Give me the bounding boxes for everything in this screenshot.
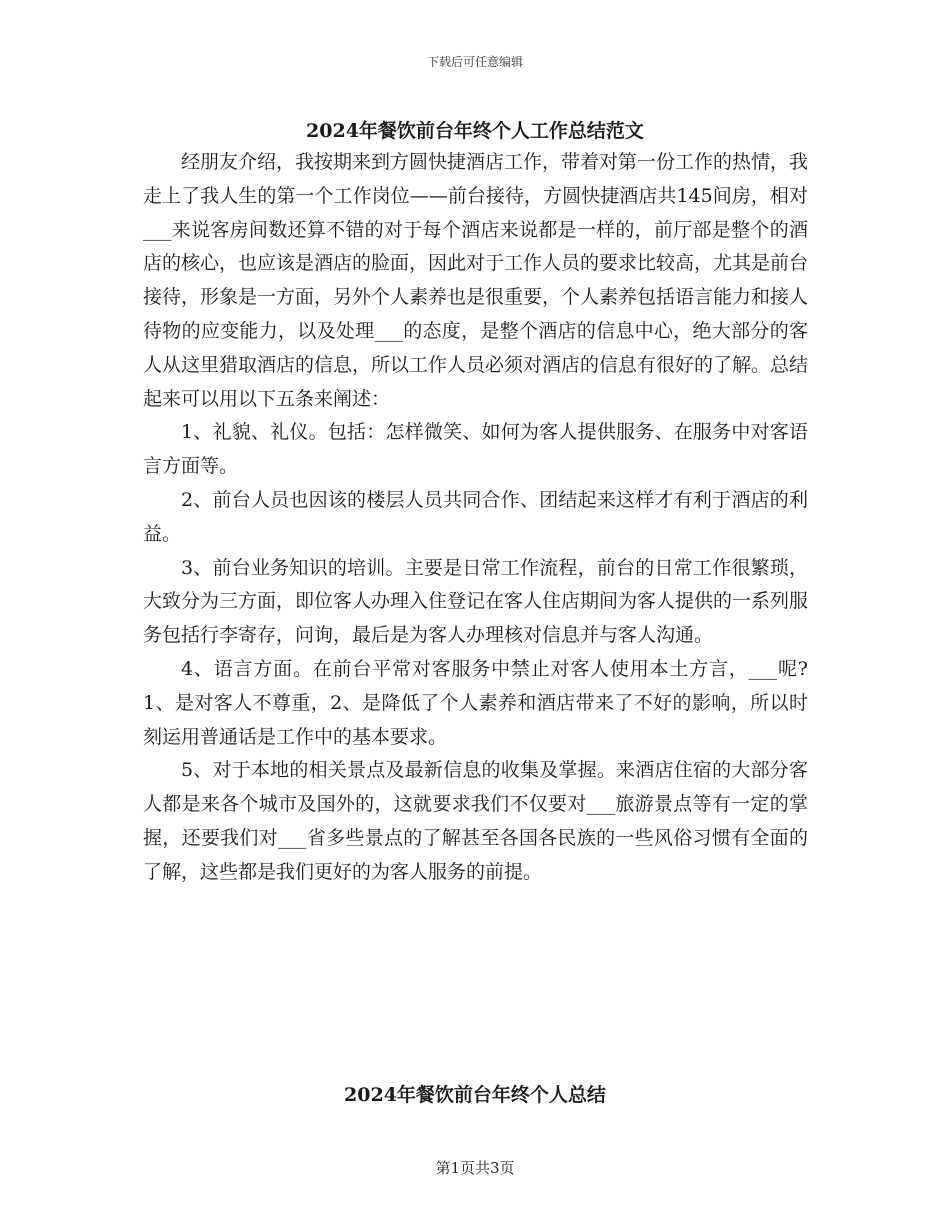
paragraph-item-5: 5、对于本地的相关景点及最新信息的收集及掌握。来酒店住宿的大部分客人都是来各个城市及国外的，这就要求我们不仅要对___旅游景点等有一定的掌握，还要我们对___省多些景点的了解甚至各国各民族的一些风俗习惯有全面的了解，这些都是我们更好的为客人服务的前提。 <box>143 759 808 883</box>
header-note: 下载后可任意编辑 <box>426 55 523 69</box>
paragraph-intro: 经朋友介绍，我按期来到方圆快捷酒店工作，带着对第一份工作的热情，我走上了我人生的第一个工作岗位——前台接待，方圆快捷酒店共145间房，相对___来说客房间数还算不错的对于每个酒店来说都是一样的，前厅部是整个的酒店的核心，也应该是酒店的脸面，因此对于工作人员的要求比较高，尤其是前台接待，形象是一方面，另外个人素养也是很重要，个人素养包括语言能力和接人待物的应变能力，以及处理___的态度，是整个酒店的信息中心，绝大部分的客人从这里猎取酒店的信息，所以工作人员必须对酒店的信息有很好的了解。总结起来可以用以下五条来阐述： <box>143 151 809 410</box>
document-body <box>143 146 808 890</box>
paragraph-item-4: 4、语言方面。在前台平常对客服务中禁止对客人使用本土方言，___呢?1、是对客人不尊重，2、是降低了个人素养和酒店带来了不好的影响，所以时刻运用普通话是工作中的基本要求。 <box>143 657 808 748</box>
paragraph-item-3: 3、前台业务知识的培训。主要是日常工作流程，前台的日常工作很繁琐，大致分为三方面，即位客人办理入住登记在客人住店期间为客人提供的一系列服务包括行李寄存，问询，最后是为客人办理核对信息并与客人沟通。 <box>143 556 809 647</box>
paragraph-item-1: 1、礼貌、礼仪。包括：怎样微笑、如何为客人提供服务、在服务中对客语言方面等。 <box>143 421 808 478</box>
paragraph-item-2: 2、前台人员也因该的楼层人员共同合作、团结起来这样才有利于酒店的利益。 <box>143 488 808 545</box>
page-number: 第1页共3页 <box>435 1159 515 1177</box>
section-subtitle: 2024年餐饮前台年终个人总结 <box>344 1084 606 1106</box>
document-title: 2024年餐饮前台年终个人工作总结范文 <box>306 120 644 142</box>
